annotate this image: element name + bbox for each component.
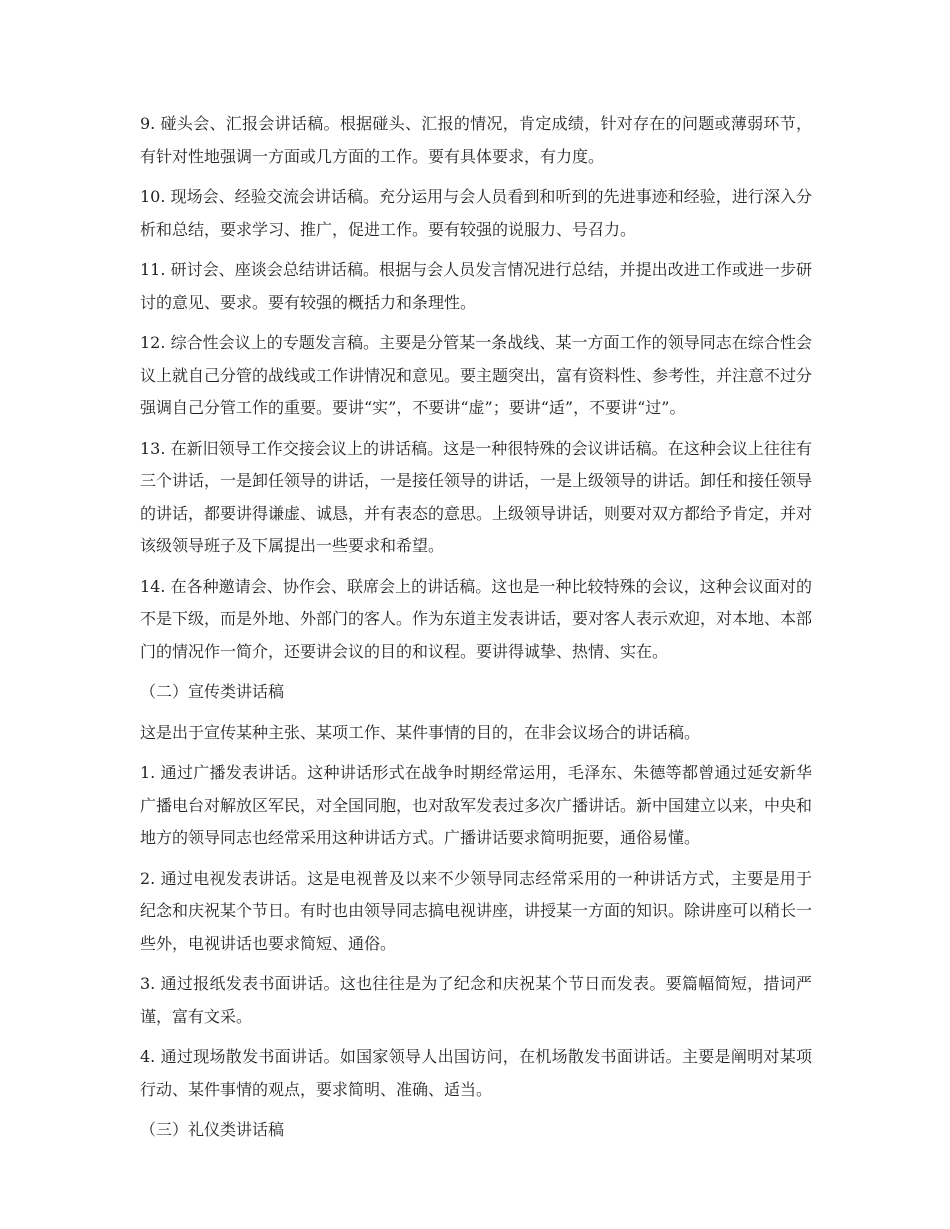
paragraph-item-13: 13. 在新旧领导工作交接会议上的讲话稿。这是一种很特殊的会议讲话稿。在这种会议上往往有三个讲话，一是卸任领导的讲话，一是接任领导的讲话，一是上级领导的讲话。卸任和接任领导的讲话，都要讲得谦虚、诚恳，并有表态的意思。上级领导讲话，则要对双方都给予肯定，并对该级领导班子及下属提出一些要求和希望。 bbox=[140, 438, 813, 555]
paragraph-item-12: 12. 综合性会议上的专题发言稿。主要是分管某一条战线、某一方面工作的领导同志在综合性会议上就自己分管的战线或工作讲情况和意见。要主题突出，富有资料性、参考性，并注意不过分强调自己分管工作的重要。要讲“实”，不要讲“虚”；要讲“适”，不要讲“过”。 bbox=[140, 333, 813, 417]
paragraph-item-11: 11. 研讨会、座谈会总结讲话稿。根据与会人员发言情况进行总结，并提出改进工作或进一步研讨的意见、要求。要有较强的概括力和条理性。 bbox=[140, 260, 812, 312]
section-intro-paragraph: 这是出于宣传某种主张、某项工作、某件事情的目的，在非会议场合的讲话稿。 bbox=[140, 722, 701, 742]
paragraph-item-9: 9. 碰头会、汇报会讲话稿。根据碰头、汇报的情况，肯定成绩，针对存在的问题或薄弱环节，有针对性地强调一方面或几方面的工作。要有具体要求，有力度。 bbox=[140, 114, 812, 166]
paragraph-item-10: 10. 现场会、经验交流会讲话稿。充分运用与会人员看到和听到的先进事迹和经验，进行深入分析和总结，要求学习、推广，促进工作。要有较强的说服力、号召力。 bbox=[140, 187, 812, 239]
document-body bbox=[140, 108, 812, 1155]
paragraph-item-1: 1. 通过广播发表讲话。这种讲话形式在战争时期经常运用，毛泽东、朱德等都曾通过延安新华广播电台对解放区军民，对全国同胞，也对敌军发表过多次广播讲话。新中国建立以来，中央和地方的领导同志也经常采用这种讲话方式。广播讲话要求简明扼要，通俗易懂。 bbox=[140, 763, 813, 847]
paragraph-item-14: 14. 在各种邀请会、协作会、联席会上的讲话稿。这也是一种比较特殊的会议，这种会议面对的不是下级，而是外地、外部门的客人。作为东道主发表讲话，要对客人表示欢迎，对本地、本部门的情况作一简介，还要讲会议的目的和议程。要讲得诚挚、热情、实在。 bbox=[140, 576, 813, 661]
paragraph-item-4: 4. 通过现场散发书面讲话。如国家领导人出国访问，在机场散发书面讲话。主要是阐明对某项行动、某件事情的观点，要求简明、准确、适当。 bbox=[140, 1047, 812, 1099]
paragraph-item-3: 3. 通过报纸发表书面讲话。这也往往是为了纪念和庆祝某个节日而发表。要篇幅简短，措词严谨，富有文采。 bbox=[140, 974, 812, 1026]
section-heading-etiquette: （三）礼仪类讲话稿 bbox=[140, 1120, 285, 1139]
paragraph-item-2: 2. 通过电视发表讲话。这是电视普及以来不少领导同志经常采用的一种讲话方式，主要是用于纪念和庆祝某个节日。有时也由领导同志搞电视讲座，讲授某一方面的知识。除讲座可以稍长一些外，电视讲话也要求简短、通俗。 bbox=[140, 868, 813, 953]
section-heading-propaganda: （二）宣传类讲话稿 bbox=[140, 682, 285, 701]
